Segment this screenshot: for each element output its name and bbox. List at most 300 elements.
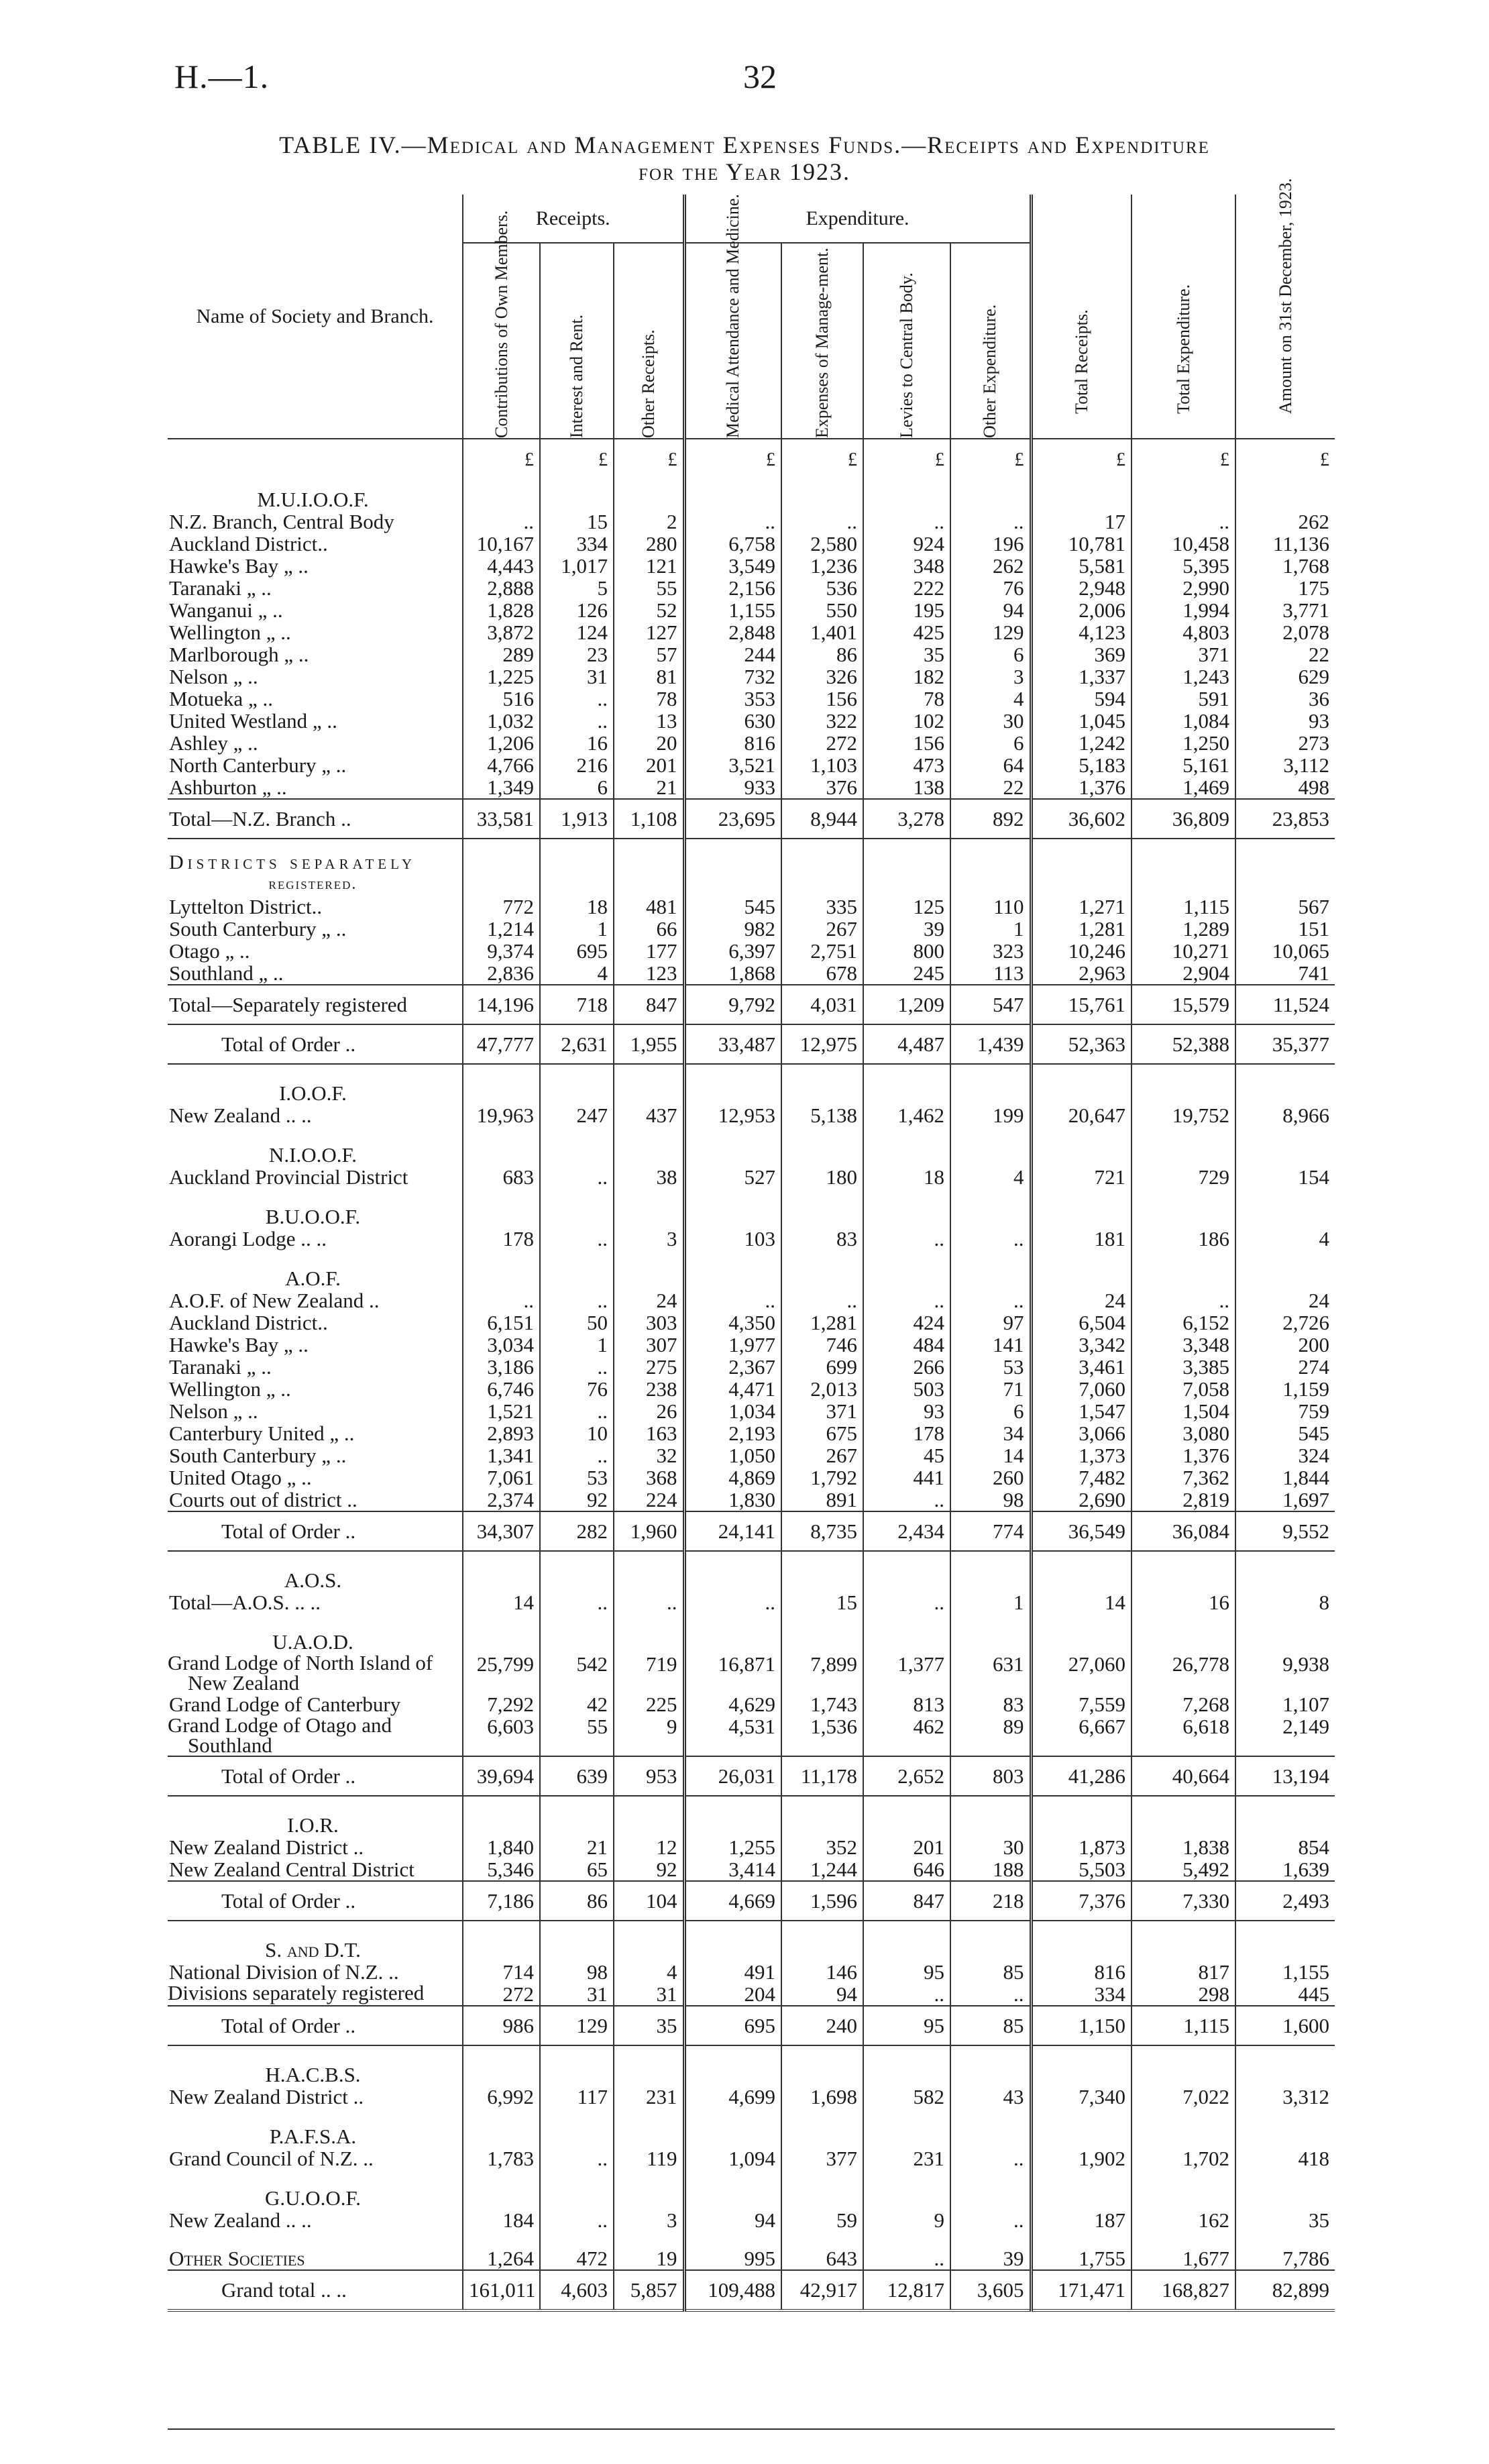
value-cell: 22: [1235, 643, 1335, 665]
table-row: [168, 1356, 1335, 1378]
value-cell: 1,783: [463, 2147, 540, 2170]
value-cell: 12,975: [781, 1024, 863, 1064]
value-cell: [1235, 1613, 1335, 1653]
table-row: [168, 2086, 1335, 2108]
table-row: [168, 1961, 1335, 1983]
value-cell: 78: [614, 688, 684, 710]
unit-label: £: [950, 439, 1031, 471]
row-label: B.U.O.O.F.: [265, 1205, 361, 1228]
value-cell: 177: [614, 940, 684, 962]
table-row: [168, 1104, 1335, 1126]
value-cell: 35,377: [1235, 1024, 1335, 1064]
value-cell: 678: [781, 962, 863, 985]
value-cell: 772: [463, 896, 540, 918]
value-cell: ..: [463, 511, 540, 533]
value-cell: 4: [540, 962, 614, 985]
value-cell: [1132, 1188, 1235, 1228]
column-header-management: Expenses of Manage-ment.: [781, 243, 863, 439]
value-cell: ..: [950, 2209, 1031, 2231]
value-cell: 181: [1031, 1228, 1132, 1250]
value-cell: [684, 2170, 781, 2209]
value-cell: [950, 1250, 1031, 1289]
value-cell: 19,752: [1132, 1104, 1235, 1126]
value-cell: 4,487: [863, 1024, 950, 1064]
value-cell: 81: [614, 665, 684, 688]
value-cell: 42: [540, 1693, 614, 1715]
value-cell: 7,362: [1132, 1466, 1235, 1489]
value-cell: ..: [540, 1356, 614, 1378]
value-cell: 94: [950, 599, 1031, 621]
value-cell: 1,206: [463, 732, 540, 754]
value-cell: 1,155: [1235, 1961, 1335, 1983]
value-cell: 24: [1235, 1289, 1335, 1311]
value-cell: [684, 1921, 781, 1961]
unit-label: £: [540, 439, 614, 471]
value-cell: 129: [950, 621, 1031, 643]
value-cell: 1,337: [1031, 665, 1132, 688]
row-label: Auckland District..: [169, 1311, 328, 1334]
value-cell: 231: [863, 2147, 950, 2170]
value-cell: [684, 471, 781, 511]
row-label: M.U.I.O.O.F.: [257, 488, 369, 511]
table-row: [168, 1983, 1335, 2006]
value-cell: 86: [540, 1881, 614, 1921]
value-cell: 267: [781, 1444, 863, 1466]
value-cell: ..: [684, 511, 781, 533]
value-cell: 1,244: [781, 1858, 863, 1881]
value-cell: [1235, 1126, 1335, 1166]
value-cell: 13,194: [1235, 1756, 1335, 1796]
value-cell: 36: [1235, 688, 1335, 710]
row-label: Other Societies: [169, 2247, 305, 2270]
value-cell: [684, 1250, 781, 1289]
value-cell: ..: [863, 511, 950, 533]
value-cell: 326: [781, 665, 863, 688]
row-label: Wanganui „ ..: [169, 598, 283, 622]
value-cell: 542: [540, 1653, 614, 1693]
value-cell: 1,377: [863, 1653, 950, 1693]
value-cell: 3,348: [1132, 1334, 1235, 1356]
value-cell: 368: [614, 1466, 684, 1489]
value-cell: [1132, 2108, 1235, 2147]
value-cell: 121: [614, 555, 684, 577]
row-label: Hawke's Bay „ ..: [169, 554, 309, 578]
subheading-line: registered.: [268, 875, 357, 893]
row-label: Wellington „ ..: [169, 1377, 291, 1401]
table-row: [168, 1289, 1335, 1311]
value-cell: 109,488: [684, 2270, 781, 2310]
table-row: [168, 1166, 1335, 1188]
value-cell: [781, 1921, 863, 1961]
value-cell: 244: [684, 643, 781, 665]
value-cell: [781, 1796, 863, 1836]
value-cell: 16: [540, 732, 614, 754]
value-cell: [1235, 839, 1335, 896]
value-cell: 714: [463, 1961, 540, 1983]
value-cell: 127: [614, 621, 684, 643]
value-cell: 162: [1132, 2209, 1235, 2231]
value-cell: [684, 1126, 781, 1166]
value-cell: 2,006: [1031, 599, 1132, 621]
value-cell: 719: [614, 1653, 684, 1693]
row-label: A.O.S.: [284, 1568, 342, 1592]
value-cell: 163: [614, 1422, 684, 1444]
value-cell: 1,108: [614, 799, 684, 839]
column-header-total-receipts: Total Receipts.: [1031, 195, 1132, 439]
row-label: Total of Order ..: [168, 2006, 463, 2045]
value-cell: 3,342: [1031, 1334, 1132, 1356]
value-cell: 816: [1031, 1961, 1132, 1983]
value-cell: ..: [950, 1228, 1031, 1250]
value-cell: 1,376: [1132, 1444, 1235, 1466]
value-cell: [463, 2170, 540, 2209]
value-cell: ..: [781, 1289, 863, 1311]
value-cell: 273: [1235, 732, 1335, 754]
value-cell: 5: [540, 577, 614, 599]
value-cell: [863, 2170, 950, 2209]
value-cell: 4,443: [463, 555, 540, 577]
value-cell: 7,186: [463, 1881, 540, 1921]
value-cell: 267: [781, 918, 863, 940]
unit-label: £: [863, 439, 950, 471]
value-cell: [863, 471, 950, 511]
value-cell: 6,151: [463, 1311, 540, 1334]
value-cell: 3,414: [684, 1858, 781, 1881]
value-cell: 7,786: [1235, 2231, 1335, 2270]
row-label: Total—Separately registered: [168, 985, 463, 1024]
value-cell: 266: [863, 1356, 950, 1378]
value-cell: 986: [463, 2006, 540, 2045]
value-cell: 1,115: [1132, 896, 1235, 918]
value-cell: 545: [684, 896, 781, 918]
value-cell: 1,159: [1235, 1378, 1335, 1400]
value-cell: [540, 2045, 614, 2086]
value-cell: 97: [950, 1311, 1031, 1334]
value-cell: [463, 1064, 540, 1104]
value-cell: 352: [781, 1836, 863, 1858]
value-cell: [684, 839, 781, 896]
value-cell: 23,853: [1235, 799, 1335, 839]
value-cell: 6,667: [1031, 1715, 1132, 1756]
column-header-amount-31-dec: Amount on 31st December, 1923.: [1235, 195, 1335, 439]
value-cell: 6: [950, 732, 1031, 754]
value-cell: 424: [863, 1311, 950, 1334]
value-cell: 76: [950, 577, 1031, 599]
value-cell: [863, 1921, 950, 1961]
unit-label: £: [614, 439, 684, 471]
value-cell: 6,152: [1132, 1311, 1235, 1334]
value-cell: 39,694: [463, 1756, 540, 1796]
value-cell: 1,697: [1235, 1489, 1335, 1511]
value-cell: 151: [1235, 918, 1335, 940]
value-cell: 472: [540, 2231, 614, 2270]
value-cell: 1,913: [540, 799, 614, 839]
value-cell: 2,013: [781, 1378, 863, 1400]
value-cell: 695: [540, 940, 614, 962]
value-cell: 138: [863, 776, 950, 799]
value-cell: 156: [863, 732, 950, 754]
table-row: [168, 511, 1335, 533]
value-cell: 1,521: [463, 1400, 540, 1422]
row-label: Total—N.Z. Branch ..: [168, 799, 463, 839]
value-cell: 4: [950, 688, 1031, 710]
value-cell: 4,699: [684, 2086, 781, 2108]
value-cell: 683: [463, 1166, 540, 1188]
value-cell: 1,639: [1235, 1858, 1335, 1881]
value-cell: 1,214: [463, 918, 540, 940]
table-row: [168, 1311, 1335, 1334]
value-cell: 53: [540, 1466, 614, 1489]
value-cell: 201: [863, 1836, 950, 1858]
value-cell: 13: [614, 710, 684, 732]
value-cell: 1,084: [1132, 710, 1235, 732]
value-cell: ..: [540, 1166, 614, 1188]
row-label: New Zealand District ..: [169, 2085, 364, 2108]
value-cell: 847: [614, 985, 684, 1024]
value-cell: 2,580: [781, 533, 863, 555]
row-label: Grand Council of N.Z. ..: [169, 2147, 374, 2170]
value-cell: 274: [1235, 1356, 1335, 1378]
value-cell: 741: [1235, 962, 1335, 985]
value-cell: 42,917: [781, 2270, 863, 2310]
value-cell: 6: [950, 1400, 1031, 1422]
value-cell: [863, 1613, 950, 1653]
value-cell: 3,461: [1031, 1356, 1132, 1378]
value-cell: 7,061: [463, 1466, 540, 1489]
value-cell: 503: [863, 1378, 950, 1400]
value-cell: 4,629: [684, 1693, 781, 1715]
value-cell: [540, 1613, 614, 1653]
value-cell: [614, 1921, 684, 1961]
row-label: N.I.O.O.F.: [269, 1143, 357, 1167]
value-cell: 1,341: [463, 1444, 540, 1466]
value-cell: ..: [863, 1289, 950, 1311]
value-cell: 631: [950, 1653, 1031, 1693]
value-cell: 186: [1132, 1228, 1235, 1250]
value-cell: 171,471: [1031, 2270, 1132, 2310]
value-cell: 643: [781, 2231, 863, 2270]
value-cell: 2,819: [1132, 1489, 1235, 1511]
row-label: New Zealand District ..: [169, 1835, 364, 1859]
value-cell: 1,225: [463, 665, 540, 688]
value-cell: 36,549: [1031, 1511, 1132, 1551]
value-cell: 92: [540, 1489, 614, 1511]
value-cell: 2,156: [684, 577, 781, 599]
value-cell: 231: [614, 2086, 684, 2108]
value-cell: 982: [684, 918, 781, 940]
value-cell: 64: [950, 754, 1031, 776]
value-cell: 52,388: [1132, 1024, 1235, 1064]
value-cell: 334: [1031, 1983, 1132, 2006]
value-cell: 1,107: [1235, 1693, 1335, 1715]
value-cell: 34: [950, 1422, 1031, 1444]
value-cell: 1,755: [1031, 2231, 1132, 2270]
row-label: Total of Order ..: [168, 1756, 463, 1796]
value-cell: 1,536: [781, 1715, 863, 1756]
value-cell: 335: [781, 896, 863, 918]
value-cell: 12,953: [684, 1104, 781, 1126]
value-cell: 594: [1031, 688, 1132, 710]
value-cell: 813: [863, 1693, 950, 1715]
row-label: Auckland District..: [169, 532, 328, 555]
value-cell: 30: [950, 1836, 1031, 1858]
value-cell: [614, 471, 684, 511]
value-cell: 17: [1031, 511, 1132, 533]
value-cell: [781, 839, 863, 896]
value-cell: ..: [684, 1289, 781, 1311]
table-row: [168, 1422, 1335, 1444]
value-cell: 3,034: [463, 1334, 540, 1356]
value-cell: ..: [540, 1228, 614, 1250]
value-cell: ..: [540, 710, 614, 732]
value-cell: 376: [781, 776, 863, 799]
value-cell: 6,603: [463, 1715, 540, 1756]
value-cell: 178: [863, 1422, 950, 1444]
value-cell: [1031, 1126, 1132, 1166]
value-cell: 759: [1235, 1400, 1335, 1422]
value-cell: 348: [863, 555, 950, 577]
value-cell: 224: [614, 1489, 684, 1511]
bottom-rule: [168, 2428, 1335, 2430]
value-cell: [1132, 1551, 1235, 1591]
unit-label: £: [684, 439, 781, 471]
value-cell: 180: [781, 1166, 863, 1188]
value-cell: [614, 1126, 684, 1166]
value-cell: [781, 1064, 863, 1104]
value-cell: 71: [950, 1378, 1031, 1400]
value-cell: 126: [540, 599, 614, 621]
value-cell: [614, 2045, 684, 2086]
value-cell: 298: [1132, 1983, 1235, 2006]
value-cell: 8,966: [1235, 1104, 1335, 1126]
value-cell: [950, 1188, 1031, 1228]
value-cell: 2,888: [463, 577, 540, 599]
value-cell: 1,032: [463, 710, 540, 732]
total-row: [168, 1881, 1335, 1921]
row-label: S. and D.T.: [265, 1938, 361, 1962]
value-cell: 3,605: [950, 2270, 1031, 2310]
value-cell: [1031, 1796, 1132, 1836]
value-cell: 95: [863, 1961, 950, 1983]
value-cell: 9,938: [1235, 1653, 1335, 1693]
row-label: South Canterbury „ ..: [169, 1444, 347, 1467]
value-cell: 36,809: [1132, 799, 1235, 839]
table-row: [168, 688, 1335, 710]
value-cell: ..: [614, 1591, 684, 1613]
value-cell: ..: [863, 1228, 950, 1250]
value-cell: 15: [781, 1591, 863, 1613]
row-label: United Westland „ ..: [169, 709, 337, 733]
value-cell: [614, 2170, 684, 2209]
value-cell: 2,963: [1031, 962, 1132, 985]
value-cell: ..: [540, 2209, 614, 2231]
value-cell: 1,242: [1031, 732, 1132, 754]
value-cell: [614, 2108, 684, 2147]
value-cell: 20: [614, 732, 684, 754]
value-cell: [863, 1188, 950, 1228]
value-cell: 93: [1235, 710, 1335, 732]
row-label: I.O.R.: [287, 1813, 339, 1837]
value-cell: 14: [463, 1591, 540, 1613]
unit-label: £: [1235, 439, 1335, 471]
table-row: [168, 1653, 1335, 1693]
value-cell: 38: [614, 1166, 684, 1188]
value-cell: 1,840: [463, 1836, 540, 1858]
value-cell: ..: [950, 1289, 1031, 1311]
value-cell: 125: [863, 896, 950, 918]
value-cell: [684, 1613, 781, 1653]
value-cell: [950, 1551, 1031, 1591]
column-header-medical: Medical Attendance and Medicine.: [684, 243, 781, 439]
value-cell: 9,552: [1235, 1511, 1335, 1551]
row-label: Motueka „ ..: [169, 687, 273, 710]
value-cell: 1,469: [1132, 776, 1235, 799]
value-cell: 1: [950, 1591, 1031, 1613]
value-cell: 3,112: [1235, 754, 1335, 776]
value-cell: [863, 1796, 950, 1836]
value-cell: 168,827: [1132, 2270, 1235, 2310]
value-cell: 3,080: [1132, 1422, 1235, 1444]
table-row: [168, 599, 1335, 621]
value-cell: 65: [540, 1858, 614, 1881]
row-label: Ashburton „ ..: [169, 775, 287, 799]
total-row: [168, 985, 1335, 1024]
value-cell: [1235, 2108, 1335, 2147]
value-cell: 732: [684, 665, 781, 688]
value-cell: [463, 1613, 540, 1653]
value-cell: [781, 471, 863, 511]
value-cell: 262: [950, 555, 1031, 577]
value-cell: 102: [863, 710, 950, 732]
value-cell: [540, 471, 614, 511]
table-row: [168, 710, 1335, 732]
table-row: [168, 1228, 1335, 1250]
document-reference: H.—1.: [174, 58, 270, 95]
value-cell: 36,602: [1031, 799, 1132, 839]
value-cell: [950, 2170, 1031, 2209]
value-cell: 94: [781, 1983, 863, 2006]
row-label: Nelson „ ..: [169, 665, 258, 688]
row-label: Otago „ ..: [169, 939, 250, 963]
value-cell: ..: [950, 511, 1031, 533]
society-heading-row: [168, 1613, 1335, 1653]
value-cell: 892: [950, 799, 1031, 839]
value-cell: 200: [1235, 1334, 1335, 1356]
value-cell: [1031, 1250, 1132, 1289]
total-row: [168, 799, 1335, 839]
value-cell: [1132, 1613, 1235, 1653]
row-label: P.A.F.S.A.: [269, 2125, 357, 2148]
value-cell: 7,292: [463, 1693, 540, 1715]
value-cell: 117: [540, 2086, 614, 2108]
row-label: North Canterbury „ ..: [169, 753, 347, 777]
value-cell: 35: [1235, 2209, 1335, 2231]
society-heading-row: [168, 1796, 1335, 1836]
value-cell: 924: [863, 533, 950, 555]
value-cell: 3,872: [463, 621, 540, 643]
value-cell: 1,264: [463, 2231, 540, 2270]
value-cell: 1,255: [684, 1836, 781, 1858]
value-cell: 498: [1235, 776, 1335, 799]
column-header-contributions: Contributions of Own Members.: [463, 243, 540, 439]
value-cell: [1132, 1250, 1235, 1289]
value-cell: 18: [863, 1166, 950, 1188]
value-cell: 31: [614, 1983, 684, 2006]
society-heading-row: [168, 1188, 1335, 1228]
value-cell: 113: [950, 962, 1031, 985]
value-cell: 141: [950, 1334, 1031, 1356]
row-label: U.A.O.D.: [272, 1630, 353, 1654]
